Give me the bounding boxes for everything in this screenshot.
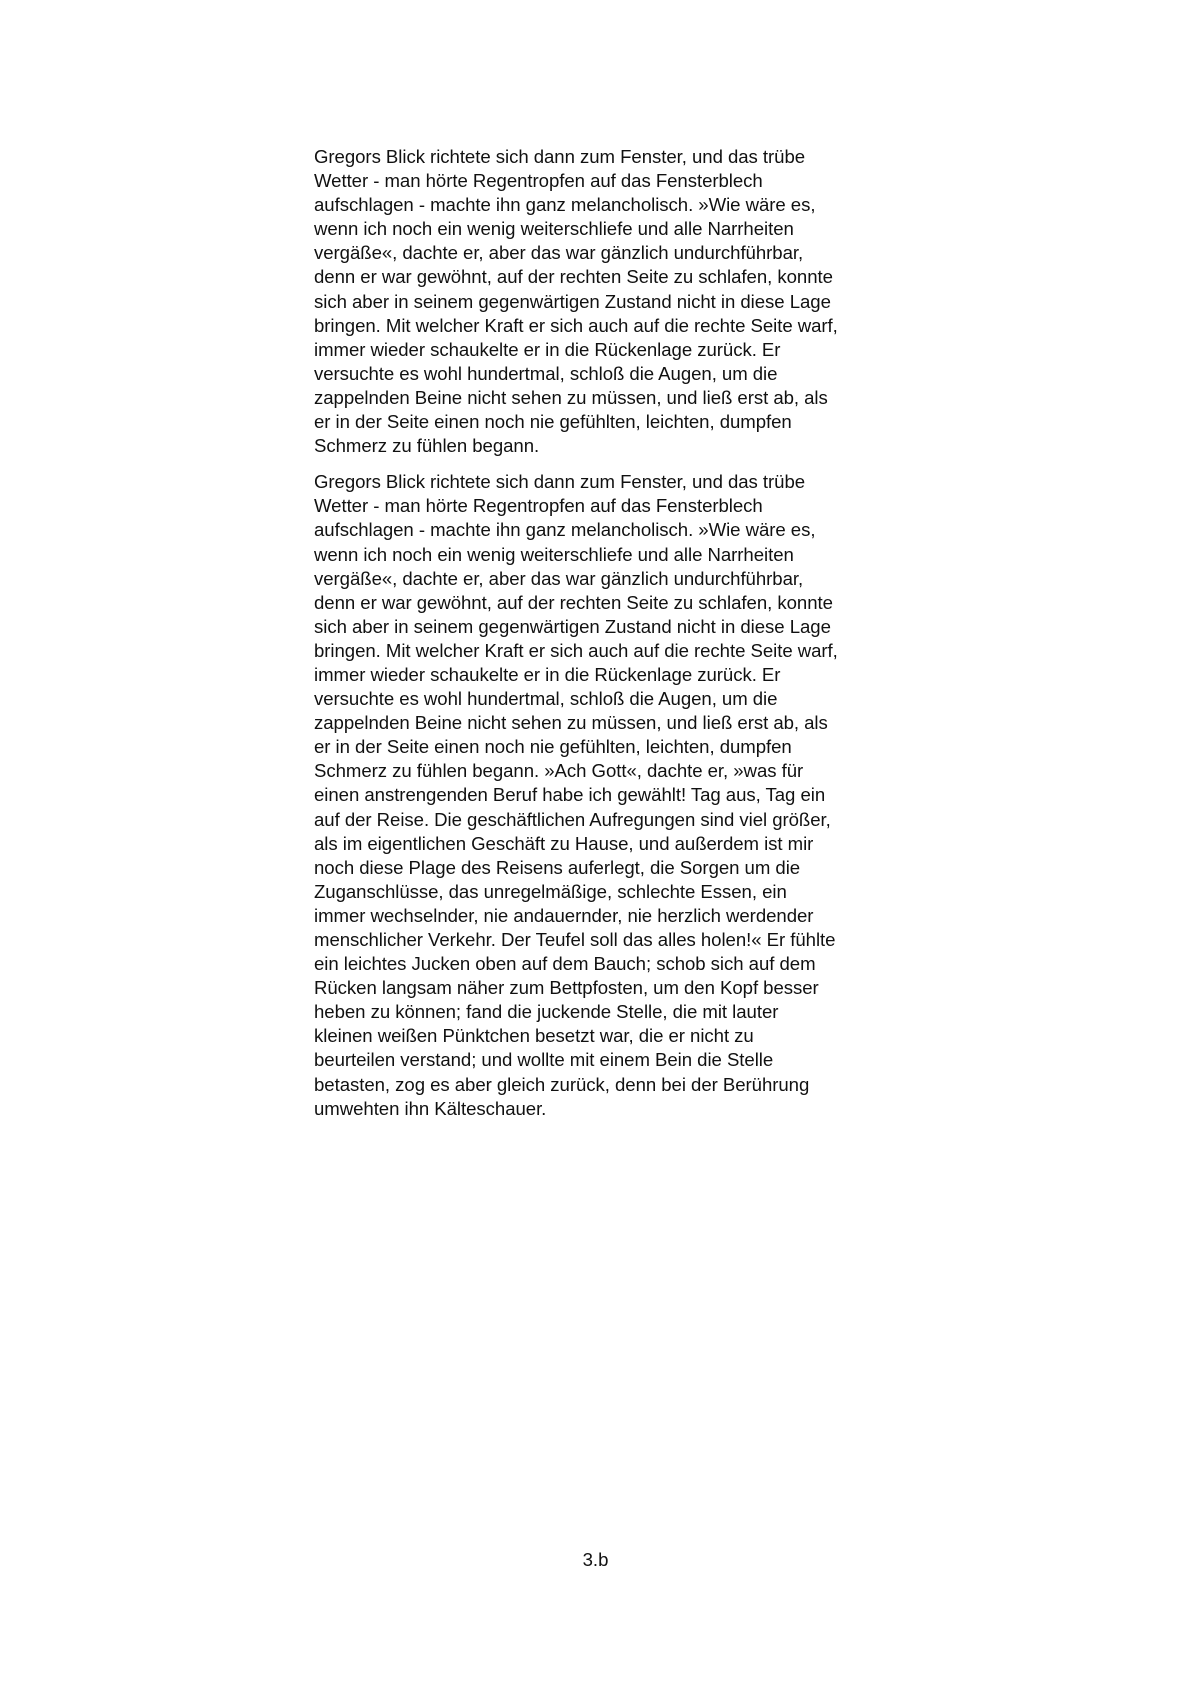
text-line: Zuganschlüsse, das unregelmäßige, schlechte Essen, ein — [314, 880, 787, 902]
text-line: noch diese Plage des Reisens auferlegt, die Sorgen um die — [314, 856, 801, 878]
text-line: Wetter - man hörte Regentropfen auf das Fensterblech — [314, 170, 763, 192]
text-line: versuchte es wohl hundertmal, schloß die Augen, um die — [314, 688, 778, 710]
text-line: vergäße«, dachte er, aber das war gänzlich undurchführbar, — [314, 567, 804, 589]
text-line: er in der Seite einen noch nie gefühlten, leichten, dumpfen — [314, 736, 792, 758]
text-column — [314, 145, 894, 1121]
text-line: immer wechselnder, nie andauernder, nie herzlich werdender — [314, 904, 814, 926]
text-line: auf der Reise. Die geschäftlichen Aufregungen sind viel größer, — [314, 808, 831, 830]
text-line: betasten, zog es aber gleich zurück, denn bei der Berührung — [314, 1073, 810, 1095]
paragraph-1 — [314, 145, 894, 458]
text-line: immer wieder schaukelte er in die Rückenlage zurück. Er — [314, 663, 781, 685]
text-line: ein leichtes Jucken oben auf dem Bauch; schob sich auf dem — [314, 953, 816, 975]
text-line: wenn ich noch ein wenig weiterschliefe und alle Narrheiten — [314, 218, 794, 240]
text-line: aufschlagen - machte ihn ganz melancholisch. »Wie wäre es, — [314, 194, 816, 216]
text-line: Gregors Blick richtete sich dann zum Fenster, und das trübe — [314, 471, 806, 493]
text-line: heben zu können; fand die juckende Stelle, die mit lauter — [314, 1001, 779, 1023]
paragraph-2 — [314, 470, 894, 1121]
text-line: denn er war gewöhnt, auf der rechten Seite zu schlafen, konnte — [314, 266, 833, 288]
text-line: sich aber in seinem gegenwärtigen Zustand nicht in diese Lage — [314, 615, 831, 637]
text-line: Schmerz zu fühlen begann. — [314, 435, 540, 457]
text-line: bringen. Mit welcher Kraft er sich auch auf die rechte Seite warf, — [314, 314, 838, 336]
text-line: kleinen weißen Pünktchen besetzt war, die er nicht zu — [314, 1025, 754, 1047]
text-line: versuchte es wohl hundertmal, schloß die Augen, um die — [314, 362, 778, 384]
text-line: wenn ich noch ein wenig weiterschliefe und alle Narrheiten — [314, 543, 794, 565]
text-line: Rücken langsam näher zum Bettpfosten, um den Kopf besser — [314, 977, 819, 999]
text-line: umwehten ihn Kälteschauer. — [314, 1097, 547, 1119]
text-line: zappelnden Beine nicht sehen zu müssen, und ließ erst ab, als — [314, 712, 828, 734]
text-line: aufschlagen - machte ihn ganz melancholisch. »Wie wäre es, — [314, 519, 816, 541]
text-line: er in der Seite einen noch nie gefühlten, leichten, dumpfen — [314, 411, 792, 433]
text-line: immer wieder schaukelte er in die Rückenlage zurück. Er — [314, 338, 781, 360]
page-number: 3.b — [582, 1549, 609, 1570]
text-line: denn er war gewöhnt, auf der rechten Seite zu schlafen, konnte — [314, 591, 833, 613]
text-line: als im eigentlichen Geschäft zu Hause, und außerdem ist mir — [314, 832, 814, 854]
text-line: bringen. Mit welcher Kraft er sich auch auf die rechte Seite warf, — [314, 639, 838, 661]
text-line: Gregors Blick richtete sich dann zum Fenster, und das trübe — [314, 146, 806, 167]
text-line: Wetter - man hörte Regentropfen auf das Fensterblech — [314, 495, 763, 517]
text-line: sich aber in seinem gegenwärtigen Zustand nicht in diese Lage — [314, 290, 831, 312]
text-line: beurteilen verstand; und wollte mit einem Bein die Stelle — [314, 1049, 774, 1071]
text-line: einen anstrengenden Beruf habe ich gewählt! Tag aus, Tag ein — [314, 784, 826, 806]
text-line: menschlicher Verkehr. Der Teufel soll das alles holen!« Er fühlte — [314, 929, 836, 950]
text-line: Schmerz zu fühlen begann. »Ach Gott«, dachte er, »was für — [314, 760, 804, 782]
text-line: zappelnden Beine nicht sehen zu müssen, und ließ erst ab, als — [314, 386, 828, 408]
text-line: vergäße«, dachte er, aber das war gänzlich undurchführbar, — [314, 242, 804, 264]
